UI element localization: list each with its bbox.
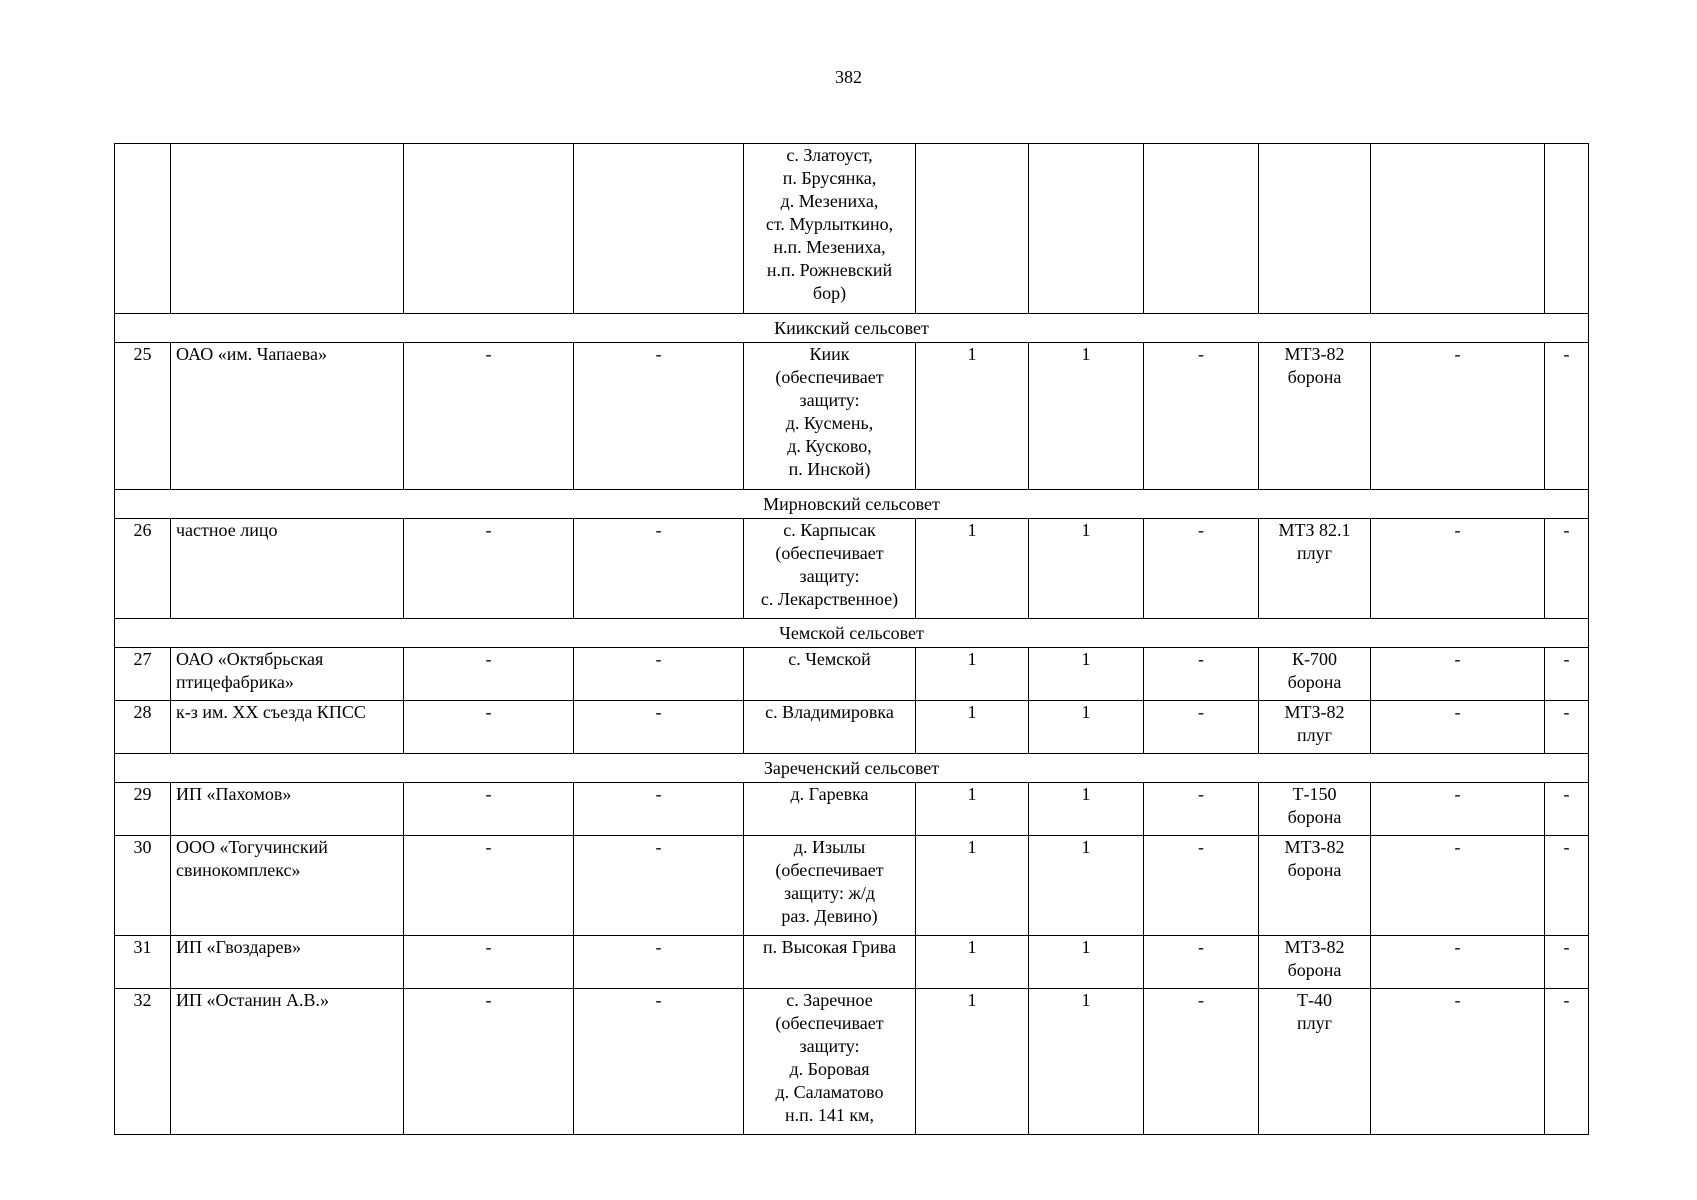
- cell-col11: -: [1545, 836, 1589, 936]
- cell-location: п. Высокая Грива: [744, 936, 916, 989]
- table-row: [115, 519, 1589, 619]
- cell-col10: -: [1371, 936, 1545, 989]
- cell-col11: -: [1545, 343, 1589, 490]
- table-row: [115, 989, 1589, 1135]
- cell-col3: -: [404, 343, 574, 490]
- cell-col10: [1371, 144, 1545, 314]
- cell-equipment: МТЗ 82.1 плуг: [1259, 519, 1371, 619]
- section-header-row: [115, 314, 1589, 343]
- cell-col3: -: [404, 648, 574, 701]
- cell-location: с. Владимировка: [744, 701, 916, 754]
- cell-col6: 1: [916, 989, 1029, 1135]
- cell-col8: -: [1144, 519, 1259, 619]
- page-number: 382: [835, 67, 862, 87]
- cell-col10: -: [1371, 836, 1545, 936]
- table-row: [115, 648, 1589, 701]
- table-row: [115, 343, 1589, 490]
- section-header-row: [115, 754, 1589, 783]
- cell-col8: -: [1144, 701, 1259, 754]
- cell-location: д. Гаревка: [744, 783, 916, 836]
- data-table: [114, 143, 1589, 1135]
- cell-col3: [404, 144, 574, 314]
- cell-col7: 1: [1029, 701, 1144, 754]
- cell-name: ОАО «им. Чапаева»: [171, 343, 404, 490]
- table-row-continued: [115, 144, 1589, 314]
- table-row: [115, 836, 1589, 936]
- cell-location: с. Чемской: [744, 648, 916, 701]
- cell-num: 27: [115, 648, 171, 701]
- section-title: Киикский сельсовет: [115, 314, 1589, 343]
- cell-col11: [1545, 144, 1589, 314]
- cell-name: ООО «Тогучинский свинокомплекс»: [171, 836, 404, 936]
- cell-col6: [916, 144, 1029, 314]
- section-title: Мирновский сельсовет: [115, 490, 1589, 519]
- cell-col7: 1: [1029, 783, 1144, 836]
- cell-col10: -: [1371, 701, 1545, 754]
- cell-col8: -: [1144, 783, 1259, 836]
- cell-equipment: МТЗ-82 плуг: [1259, 701, 1371, 754]
- cell-equipment: МТЗ-82 борона: [1259, 836, 1371, 936]
- cell-col8: -: [1144, 648, 1259, 701]
- cell-col6: 1: [916, 519, 1029, 619]
- cell-col7: 1: [1029, 648, 1144, 701]
- cell-col6: 1: [916, 648, 1029, 701]
- cell-col4: -: [574, 343, 744, 490]
- cell-col3: -: [404, 989, 574, 1135]
- cell-col6: 1: [916, 936, 1029, 989]
- cell-name: ИП «Пахомов»: [171, 783, 404, 836]
- cell-col7: 1: [1029, 519, 1144, 619]
- table-row: [115, 701, 1589, 754]
- cell-name: ИП «Гвоздарев»: [171, 936, 404, 989]
- cell-col11: -: [1545, 783, 1589, 836]
- cell-num: 30: [115, 836, 171, 936]
- cell-name: [171, 144, 404, 314]
- cell-col10: -: [1371, 989, 1545, 1135]
- cell-col11: -: [1545, 989, 1589, 1135]
- cell-col8: [1144, 144, 1259, 314]
- cell-col4: -: [574, 836, 744, 936]
- cell-col7: [1029, 144, 1144, 314]
- cell-name: ИП «Останин А.В.»: [171, 989, 404, 1135]
- cell-col4: -: [574, 519, 744, 619]
- table-row: [115, 936, 1589, 989]
- cell-col4: -: [574, 989, 744, 1135]
- cell-location: с. Карпысак (обеспечивает защиту: с. Лекарственное): [744, 519, 916, 619]
- cell-col4: -: [574, 783, 744, 836]
- section-header-row: [115, 619, 1589, 648]
- cell-col11: -: [1545, 519, 1589, 619]
- section-header-row: [115, 490, 1589, 519]
- cell-name: частное лицо: [171, 519, 404, 619]
- cell-col3: -: [404, 783, 574, 836]
- cell-location: д. Изылы (обеспечивает защиту: ж/д раз. Девино): [744, 836, 916, 936]
- cell-equipment: К-700 борона: [1259, 648, 1371, 701]
- cell-col4: [574, 144, 744, 314]
- cell-col10: -: [1371, 519, 1545, 619]
- cell-num: 29: [115, 783, 171, 836]
- cell-col4: -: [574, 701, 744, 754]
- cell-col7: 1: [1029, 343, 1144, 490]
- cell-location: с. Заречное (обеспечивает защиту: д. Боровая д. Саламатово н.п. 141 км,: [744, 989, 916, 1135]
- cell-col6: 1: [916, 836, 1029, 936]
- cell-col3: -: [404, 701, 574, 754]
- cell-num: 25: [115, 343, 171, 490]
- cell-col10: -: [1371, 648, 1545, 701]
- cell-equipment: Т-150 борона: [1259, 783, 1371, 836]
- cell-col4: -: [574, 936, 744, 989]
- cell-col6: 1: [916, 343, 1029, 490]
- cell-name: к-з им. XX съезда КПСС: [171, 701, 404, 754]
- cell-equipment: Т-40 плуг: [1259, 989, 1371, 1135]
- cell-col3: -: [404, 936, 574, 989]
- cell-col11: -: [1545, 936, 1589, 989]
- cell-col8: -: [1144, 343, 1259, 490]
- cell-equipment: МТЗ-82 борона: [1259, 343, 1371, 490]
- section-title: Зареченский сельсовет: [115, 754, 1589, 783]
- cell-equipment: [1259, 144, 1371, 314]
- cell-num: [115, 144, 171, 314]
- cell-num: 26: [115, 519, 171, 619]
- cell-col3: -: [404, 519, 574, 619]
- cell-col8: -: [1144, 989, 1259, 1135]
- table-row: [115, 783, 1589, 836]
- section-title: Чемской сельсовет: [115, 619, 1589, 648]
- cell-col10: -: [1371, 343, 1545, 490]
- cell-col11: -: [1545, 701, 1589, 754]
- cell-num: 31: [115, 936, 171, 989]
- cell-location: Киик (обеспечивает защиту: д. Кусмень, д. Кусково, п. Инской): [744, 343, 916, 490]
- cell-col11: -: [1545, 648, 1589, 701]
- cell-col7: 1: [1029, 936, 1144, 989]
- cell-col6: 1: [916, 701, 1029, 754]
- cell-name: ОАО «Октябрьская птицефабрика»: [171, 648, 404, 701]
- cell-col7: 1: [1029, 989, 1144, 1135]
- cell-col4: -: [574, 648, 744, 701]
- cell-col8: -: [1144, 936, 1259, 989]
- cell-equipment: МТЗ-82 борона: [1259, 936, 1371, 989]
- cell-col8: -: [1144, 836, 1259, 936]
- cell-col10: -: [1371, 783, 1545, 836]
- cell-col6: 1: [916, 783, 1029, 836]
- cell-location: с. Златоуст, п. Брусянка, д. Мезениха, ст. Мурлыткино, н.п. Мезениха, н.п. Рожневский бор): [744, 144, 916, 314]
- cell-num: 32: [115, 989, 171, 1135]
- cell-num: 28: [115, 701, 171, 754]
- cell-col7: 1: [1029, 836, 1144, 936]
- cell-col3: -: [404, 836, 574, 936]
